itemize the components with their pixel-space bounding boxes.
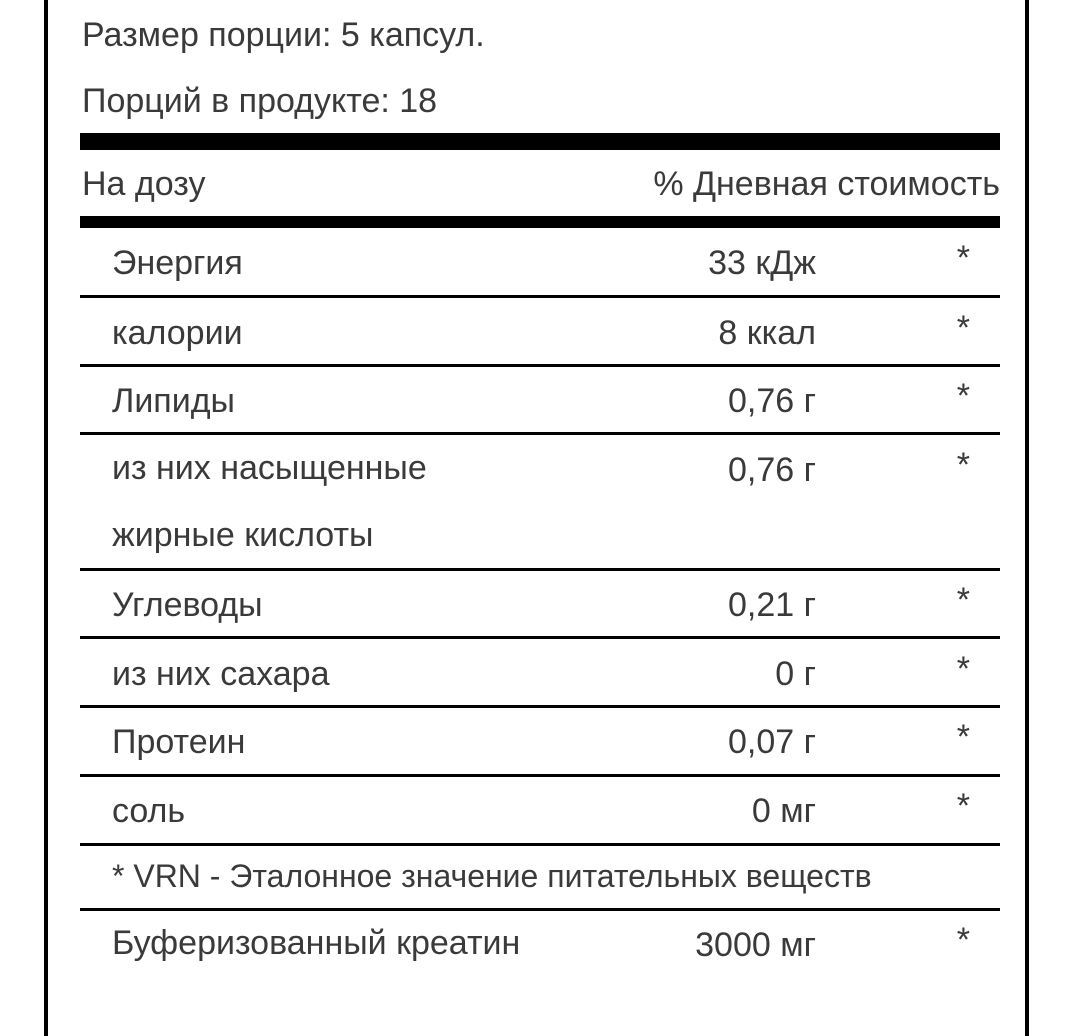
daily-value-mark: * (956, 921, 970, 959)
daily-value-mark: * (956, 309, 970, 347)
nutrient-name: Энергия (112, 244, 243, 282)
daily-value-mark: * (956, 787, 970, 825)
table-row (80, 910, 1000, 1036)
vrn-footnote: * VRN - Эталонное значение питательных веществ (112, 858, 872, 894)
table-row (80, 570, 1000, 637)
nutrient-name: соль (112, 792, 186, 830)
nutrient-name: из них сахара (112, 655, 330, 693)
serving-size-text: Размер порции: 5 капсул. (82, 16, 485, 54)
row-divider (80, 843, 1000, 846)
table-row (80, 298, 1000, 364)
table-header (82, 162, 1000, 206)
nutrient-amount: 0 г (775, 655, 816, 693)
daily-value-mark: * (956, 446, 970, 484)
nutrient-amount: 0,07 г (727, 723, 816, 761)
thick-divider-top (80, 133, 1000, 150)
table-row (80, 707, 1000, 774)
nutrient-amount: 0 мг (751, 792, 816, 830)
nutrient-name: Углеводы (112, 586, 263, 624)
ingredient-name: Буферизованный креатин (112, 924, 521, 962)
servings-per-container-text: Порций в продукте: 18 (82, 82, 438, 120)
table-row (80, 366, 1000, 433)
ingredient-amount: 3000 мг (695, 926, 816, 964)
nutrient-amount: 8 ккал (718, 314, 816, 352)
nutrient-amount: 0,76 г (727, 451, 816, 489)
daily-value-mark: * (956, 581, 970, 619)
table-row (80, 776, 1000, 843)
per-dose-header: На дозу (82, 165, 206, 203)
daily-value-mark: * (956, 239, 970, 277)
daily-value-mark: * (956, 650, 970, 688)
nutrient-name: Протеин (112, 723, 246, 761)
daily-value-mark: * (956, 718, 970, 756)
nutrient-name: из них насыщенные жирные кислоты (112, 449, 427, 554)
nutrient-name: Липиды (112, 382, 235, 420)
table-row (80, 435, 1000, 568)
nutrient-amount: 33 кДж (708, 244, 816, 282)
daily-value-mark: * (956, 377, 970, 415)
nutrient-amount: 0,76 г (727, 382, 816, 420)
table-row (80, 228, 1000, 296)
table-row (80, 639, 1000, 706)
nutrient-name: калории (112, 314, 243, 352)
thick-divider-header (80, 216, 1000, 228)
daily-value-header: % Дневная стоимость (653, 165, 1000, 203)
nutrient-amount: 0,21 г (727, 586, 816, 624)
